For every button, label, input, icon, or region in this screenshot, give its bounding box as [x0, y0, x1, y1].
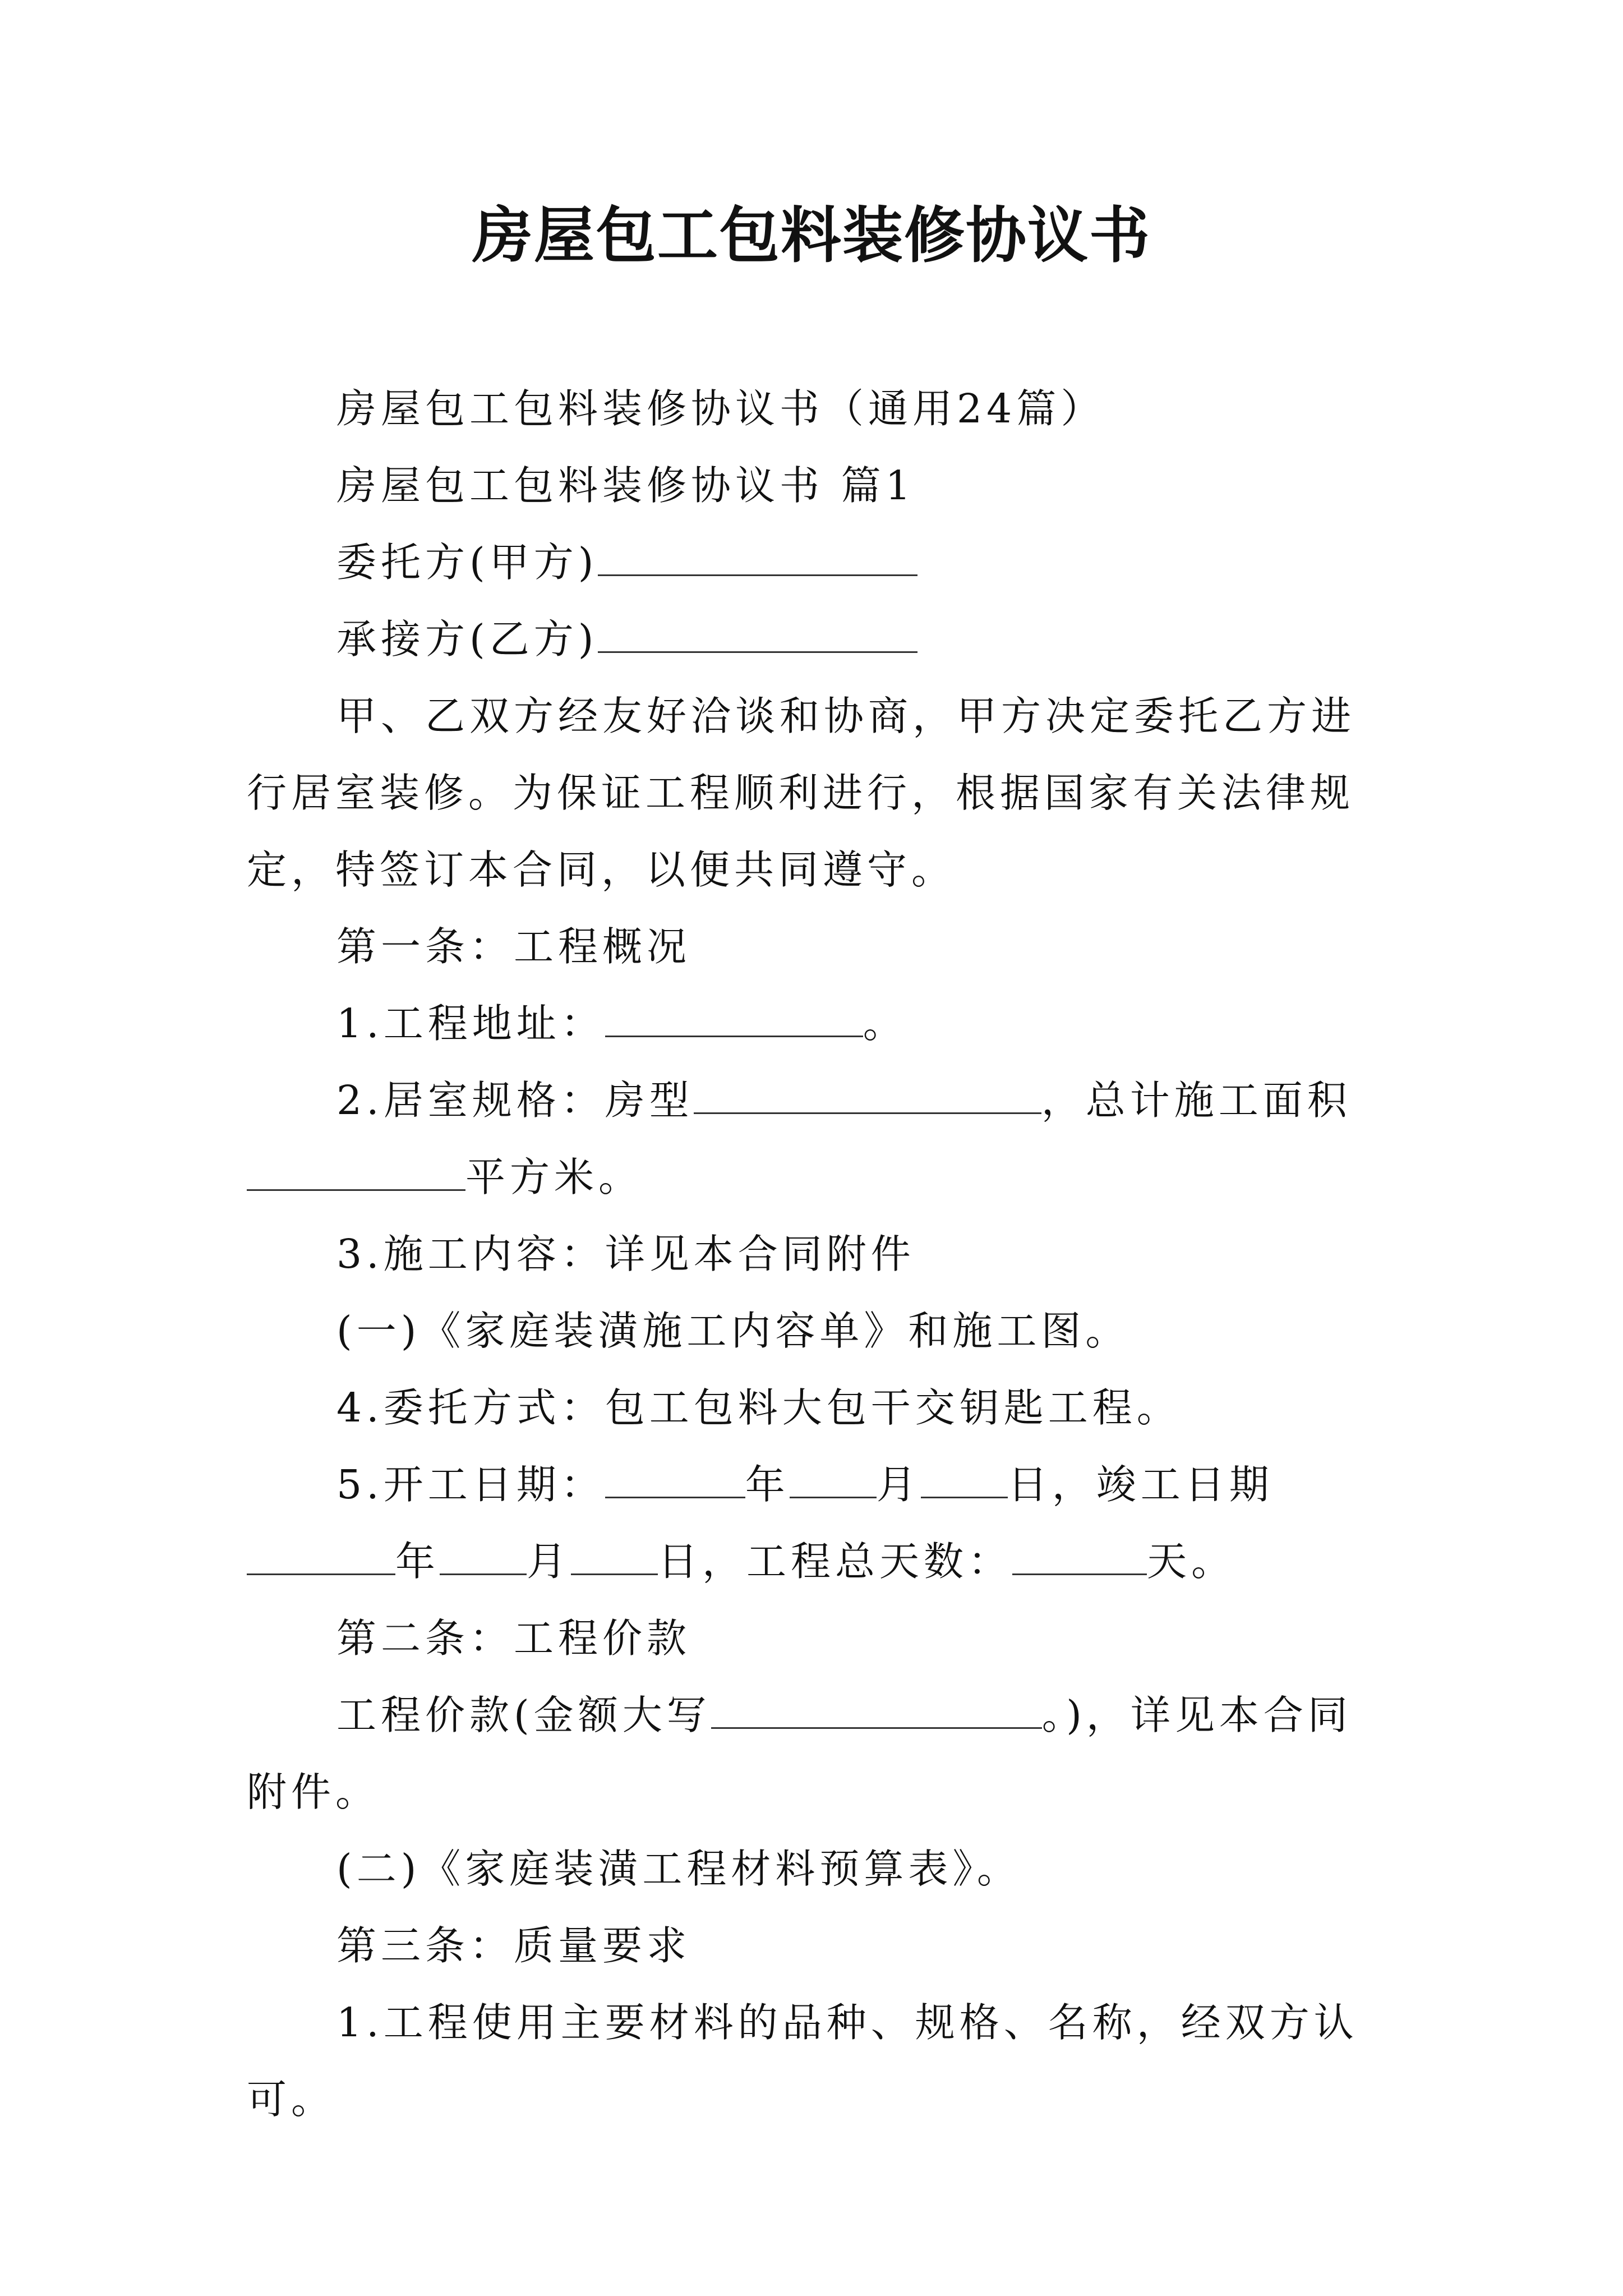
start-year-blank: [605, 1451, 745, 1498]
year-label: 年: [745, 1461, 790, 1508]
total-days-blank: [1012, 1527, 1147, 1575]
finish-month-blank: [440, 1527, 527, 1575]
month-label: 月: [876, 1461, 921, 1508]
party-b-blank: [598, 605, 917, 653]
day-label: 日，: [1007, 1461, 1096, 1508]
item3-line: 3.施工内容：详见本合同附件: [336, 1231, 915, 1277]
area-blank: [247, 1143, 465, 1191]
party-b-label: 承接方(乙方): [336, 616, 598, 662]
year-label-2: 年: [395, 1538, 440, 1585]
price-end: 。)，详见本合同附件。: [247, 1692, 1352, 1815]
start-day-blank: [921, 1451, 1008, 1498]
document-body: [247, 370, 1385, 2138]
price-label: 工程价款(金额大写: [336, 1692, 711, 1738]
item5-label: 5.开工日期：: [336, 1461, 605, 1508]
price-line: [247, 1677, 1385, 1830]
item2-mid: ，总计施工面积: [1041, 1077, 1352, 1124]
start-month-blank: [790, 1451, 877, 1498]
item2-line: [247, 1062, 1385, 1216]
item2-end: 平方米。: [465, 1154, 643, 1200]
article3-title: 第三条：质量要求: [336, 1922, 691, 1969]
amount-blank: [711, 1681, 1042, 1729]
article1-title: 第一条：工程概况: [336, 923, 691, 970]
item1-end: 。: [863, 1000, 907, 1047]
party-a-label: 委托方(甲方): [336, 539, 598, 586]
document-title: 房屋包工包料装修协议书: [472, 200, 1151, 271]
section-heading: 房屋包工包料装修协议书 篇1: [336, 462, 915, 509]
month-label-2: 月: [527, 1538, 571, 1585]
finish-label: 竣工日期: [1096, 1461, 1274, 1508]
item2-label: 2.居室规格：房型: [336, 1077, 694, 1124]
attachment1-line: (一)《家庭装潢施工内容单》和施工图。: [336, 1308, 1130, 1354]
item5-line: [247, 1446, 1385, 1600]
intro-paragraph: 甲、乙双方经友好洽谈和协商，甲方决定委托乙方进行居室装修。为保证工程顺利进行，根据国家有关法律规定，特签订本合同，以便共同遵守。: [247, 693, 1356, 893]
party-a-blank: [598, 528, 917, 576]
party-b-line: [247, 601, 1385, 678]
quality1-line: 1.工程使用主要材料的品种、规格、名称，经双方认可。: [247, 1999, 1358, 2123]
item1-line: [247, 985, 1385, 1062]
subtitle-paragraph: 房屋包工包料装修协议书（通用24篇）: [336, 385, 1105, 432]
finish-day-blank: [571, 1527, 658, 1575]
address-blank: [605, 990, 863, 1037]
item5-end: 天。: [1147, 1538, 1236, 1585]
room-type-blank: [694, 1066, 1041, 1114]
item1-label: 1.工程地址：: [336, 1000, 605, 1047]
article2-title: 第二条：工程价款: [336, 1615, 691, 1662]
attachment2-line: (二)《家庭装潢工程材料预算表》。: [336, 1846, 1021, 1892]
total-days-label: 工程总天数：: [746, 1538, 1013, 1585]
party-a-line: [247, 524, 1385, 601]
item4-line: 4.委托方式：包工包料大包干交钥匙工程。: [336, 1384, 1181, 1431]
finish-year-blank: [247, 1527, 395, 1575]
day-label-2: 日，: [658, 1538, 747, 1585]
